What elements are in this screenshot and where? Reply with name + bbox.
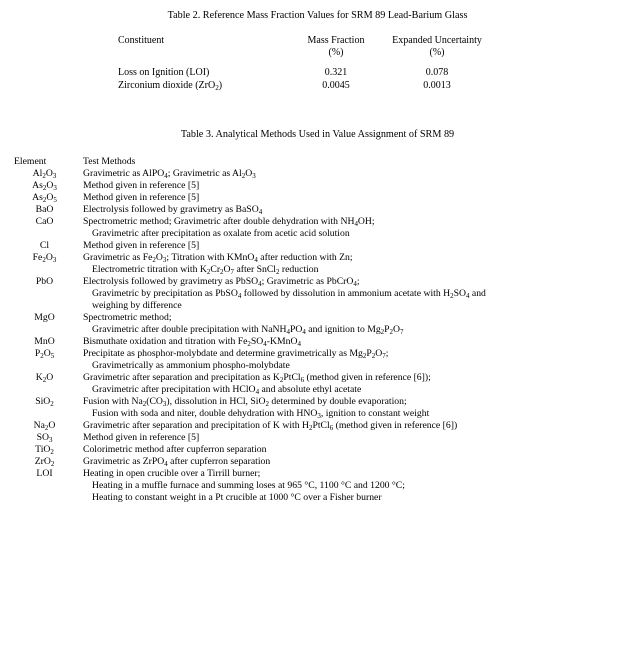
table3-cell-element (13, 324, 76, 336)
table-row (118, 80, 492, 93)
table3-cell-method: Method given in reference [5] (83, 180, 200, 191)
table3-cell-element (13, 264, 76, 276)
table2-units-mass-fraction: (%) (328, 47, 344, 58)
table2-cell-uncertainty: 0.0013 (423, 80, 451, 91)
table-row (13, 384, 617, 396)
table-row (13, 372, 617, 384)
table-row (13, 168, 617, 180)
table3-cell-element: $As_2O_5$ (32, 192, 57, 204)
table-row (13, 408, 617, 420)
table-row (13, 240, 617, 252)
table3-cell-method: weighing by difference (92, 300, 182, 311)
table2-cell-uncertainty: 0.078 (425, 67, 449, 78)
table3-cell-method: Precipitate as phosphor-molybdate and determine gravimetrically as $Mg_2P_2O_7$; (83, 348, 389, 360)
table2-cell-mass-fraction: 0.321 (324, 67, 348, 78)
table2 (118, 35, 492, 93)
table3-cell-element: $Na_2O$ (33, 420, 56, 432)
table3-cell-method: Gravimetric after precipitation with HClO$_4$ and absolute ethyl acetate (92, 384, 362, 396)
table2-units-row (118, 47, 492, 67)
table-row (118, 67, 492, 80)
table3-cell-element (13, 300, 76, 312)
table2-units-constituent (118, 47, 290, 67)
table2-header-row (118, 35, 492, 47)
table3-cell-method: Fusion with soda and niter, double dehydration with $HNO_3$, ignition to constant weight (92, 408, 430, 420)
table3-cell-element (13, 360, 76, 372)
table-row (13, 216, 617, 228)
table3-cell-method: Gravimetric after precipitation as oxalate from acetic acid solution (92, 228, 350, 239)
table-row (13, 492, 617, 504)
table2-header-expanded-uncertainty: Expanded Uncertainty (392, 35, 482, 46)
table3-header-row (13, 156, 617, 168)
table3-cell-element: MgO (34, 312, 55, 323)
table-row (13, 312, 617, 324)
table3-cell-method: Method given in reference [5] (83, 240, 200, 251)
table3-cell-method: Gravimetric after separation and precipitation as $K_2PtCl_6$ (method given in reference [6]); (83, 372, 431, 384)
table2-title: Table 2. Reference Mass Fraction Values for SRM 89 Lead-Barium Glass (167, 10, 468, 21)
table3-cell-method: Gravimetric after double precipitation with $NaNH_4PO_4$ and ignition to $Mg_2P_2O_7$ (92, 324, 404, 336)
table3-cell-element: Cl (39, 240, 50, 251)
table3-cell-method: Electrolysis followed by gravimetry as BaSO$_4$ (83, 204, 263, 216)
document-page (0, 10, 629, 655)
table3-cell-element: $Al_2O_3$ (32, 168, 57, 180)
table3-cell-element: SiO$_2$ (35, 396, 54, 408)
table-row (13, 192, 617, 204)
table3-cell-method: Heating in a muffle furnace and summing loses at 965 °C, 1100 °C and 1200 °C; (92, 480, 405, 491)
table-row (13, 228, 617, 240)
table3-cell-element: MnO (34, 336, 55, 347)
table-row (13, 252, 617, 264)
table-row (13, 468, 617, 480)
table2-header-constituent: Constituent (118, 35, 165, 46)
table3-header-test-methods: Test Methods (83, 156, 136, 167)
table3-cell-method: Gravimetric as $Fe_2O_3$; Titration with KMnO$_4$ after reduction with Zn; (83, 252, 353, 264)
table3-cell-element: $P_2O_5$ (34, 348, 55, 360)
table-row (13, 300, 617, 312)
table3-cell-method: Spectrometric method; (83, 312, 172, 323)
table3-cell-method: Method given in reference [5] (83, 432, 200, 443)
table3-header-element: Element (14, 156, 47, 167)
table-row (13, 180, 617, 192)
table3-cell-element (13, 228, 76, 240)
table-row (13, 324, 617, 336)
table3-cell-element (13, 384, 76, 396)
table3-cell-element: ZrO$_2$ (34, 456, 55, 468)
table3-cell-method: Bismuthate oxidation and titration with $Fe_2SO_4-KMnO_4$ (83, 336, 301, 348)
table3-cell-method: Gravimetric after separation and precipitation of K with $H_2PtCl_6$ (method given in reference [6]) (83, 420, 458, 432)
table3-cell-element: $K_2O$ (35, 372, 54, 384)
table3-cell-method: Heating to constant weight in a Pt crucible at 1000 °C over a Fisher burner (92, 492, 382, 503)
table-row (13, 360, 617, 372)
table3-cell-method: Spectrometric method; Gravimetric after double dehydration with $NH_4OH$; (83, 216, 375, 228)
table3-cell-element: BaO (35, 204, 54, 215)
table3-cell-element (13, 480, 76, 492)
table-row (13, 264, 617, 276)
table3-cell-element: LOI (36, 468, 53, 479)
table3-body (13, 156, 617, 504)
table3-cell-method: Gravimetric by precipitation as PbSO$_4$ followed by dissolution in ammonium acetate with $H_2SO_4$ and (92, 288, 486, 300)
table3-cell-method: Electrolysis followed by gravimetry as PbSO$_4$; Gravimetric as PbCrO$_4$; (83, 276, 360, 288)
table3-cell-element: $SO_3$ (36, 432, 53, 444)
table3-cell-element: TiO$_2$ (35, 444, 54, 456)
table3-cell-element: $As_2O_3$ (32, 180, 57, 192)
table3-cell-element (13, 492, 76, 504)
table3-title: Table 3. Analytical Methods Used in Value Assignment of SRM 89 (180, 129, 455, 140)
table3-cell-element (13, 288, 76, 300)
table3-cell-method: Colorimetric method after cupferron separation (83, 444, 267, 455)
table3 (13, 156, 617, 504)
table-row (13, 288, 617, 300)
table2-cell-mass-fraction: 0.0045 (322, 80, 350, 91)
table2-header-mass-fraction: Mass Fraction (307, 35, 365, 46)
table2-cell-constituent: Loss on Ignition (LOI) (118, 67, 210, 78)
table-row (13, 396, 617, 408)
table3-cell-method: Fusion with $Na_2(CO_3)$, dissolution in HCl, SiO$_2$ determined by double evaporation; (83, 396, 407, 408)
table3-cell-method: Gravimetric as ZrPO$_4$ after cupferron separation (83, 456, 271, 468)
table-row (13, 420, 617, 432)
table3-cell-element: PbO (35, 276, 54, 287)
table3-cell-method: Method given in reference [5] (83, 192, 200, 203)
table3-cell-element (13, 408, 76, 420)
table3-cell-element: CaO (35, 216, 54, 227)
table-row (13, 276, 617, 288)
table-row (13, 480, 617, 492)
table3-cell-method: Gravimetrically as ammonium phospho-molybdate (92, 360, 290, 371)
table-row (13, 432, 617, 444)
table3-cell-method: Gravimetric as AlPO$_4$; Gravimetric as $Al_2O_3$ (83, 168, 256, 180)
table2-units-expanded-uncertainty: (%) (429, 47, 445, 58)
table-row (13, 444, 617, 456)
table-row (13, 336, 617, 348)
table3-cell-method: Heating in open crucible over a Tirrill burner; (83, 468, 261, 479)
table2-container (0, 35, 629, 93)
table2-cell-constituent: Zirconium dioxide (ZrO$_2$) (118, 80, 223, 93)
table3-cell-element: $Fe_2O_3$ (32, 252, 57, 264)
table-row (13, 204, 617, 216)
table3-container (0, 156, 629, 504)
table-row (13, 456, 617, 468)
table-row (13, 348, 617, 360)
table3-cell-method: Electrometric titration with $K_2Cr_2O_7$ after SnCl$_2$ reduction (92, 264, 319, 276)
